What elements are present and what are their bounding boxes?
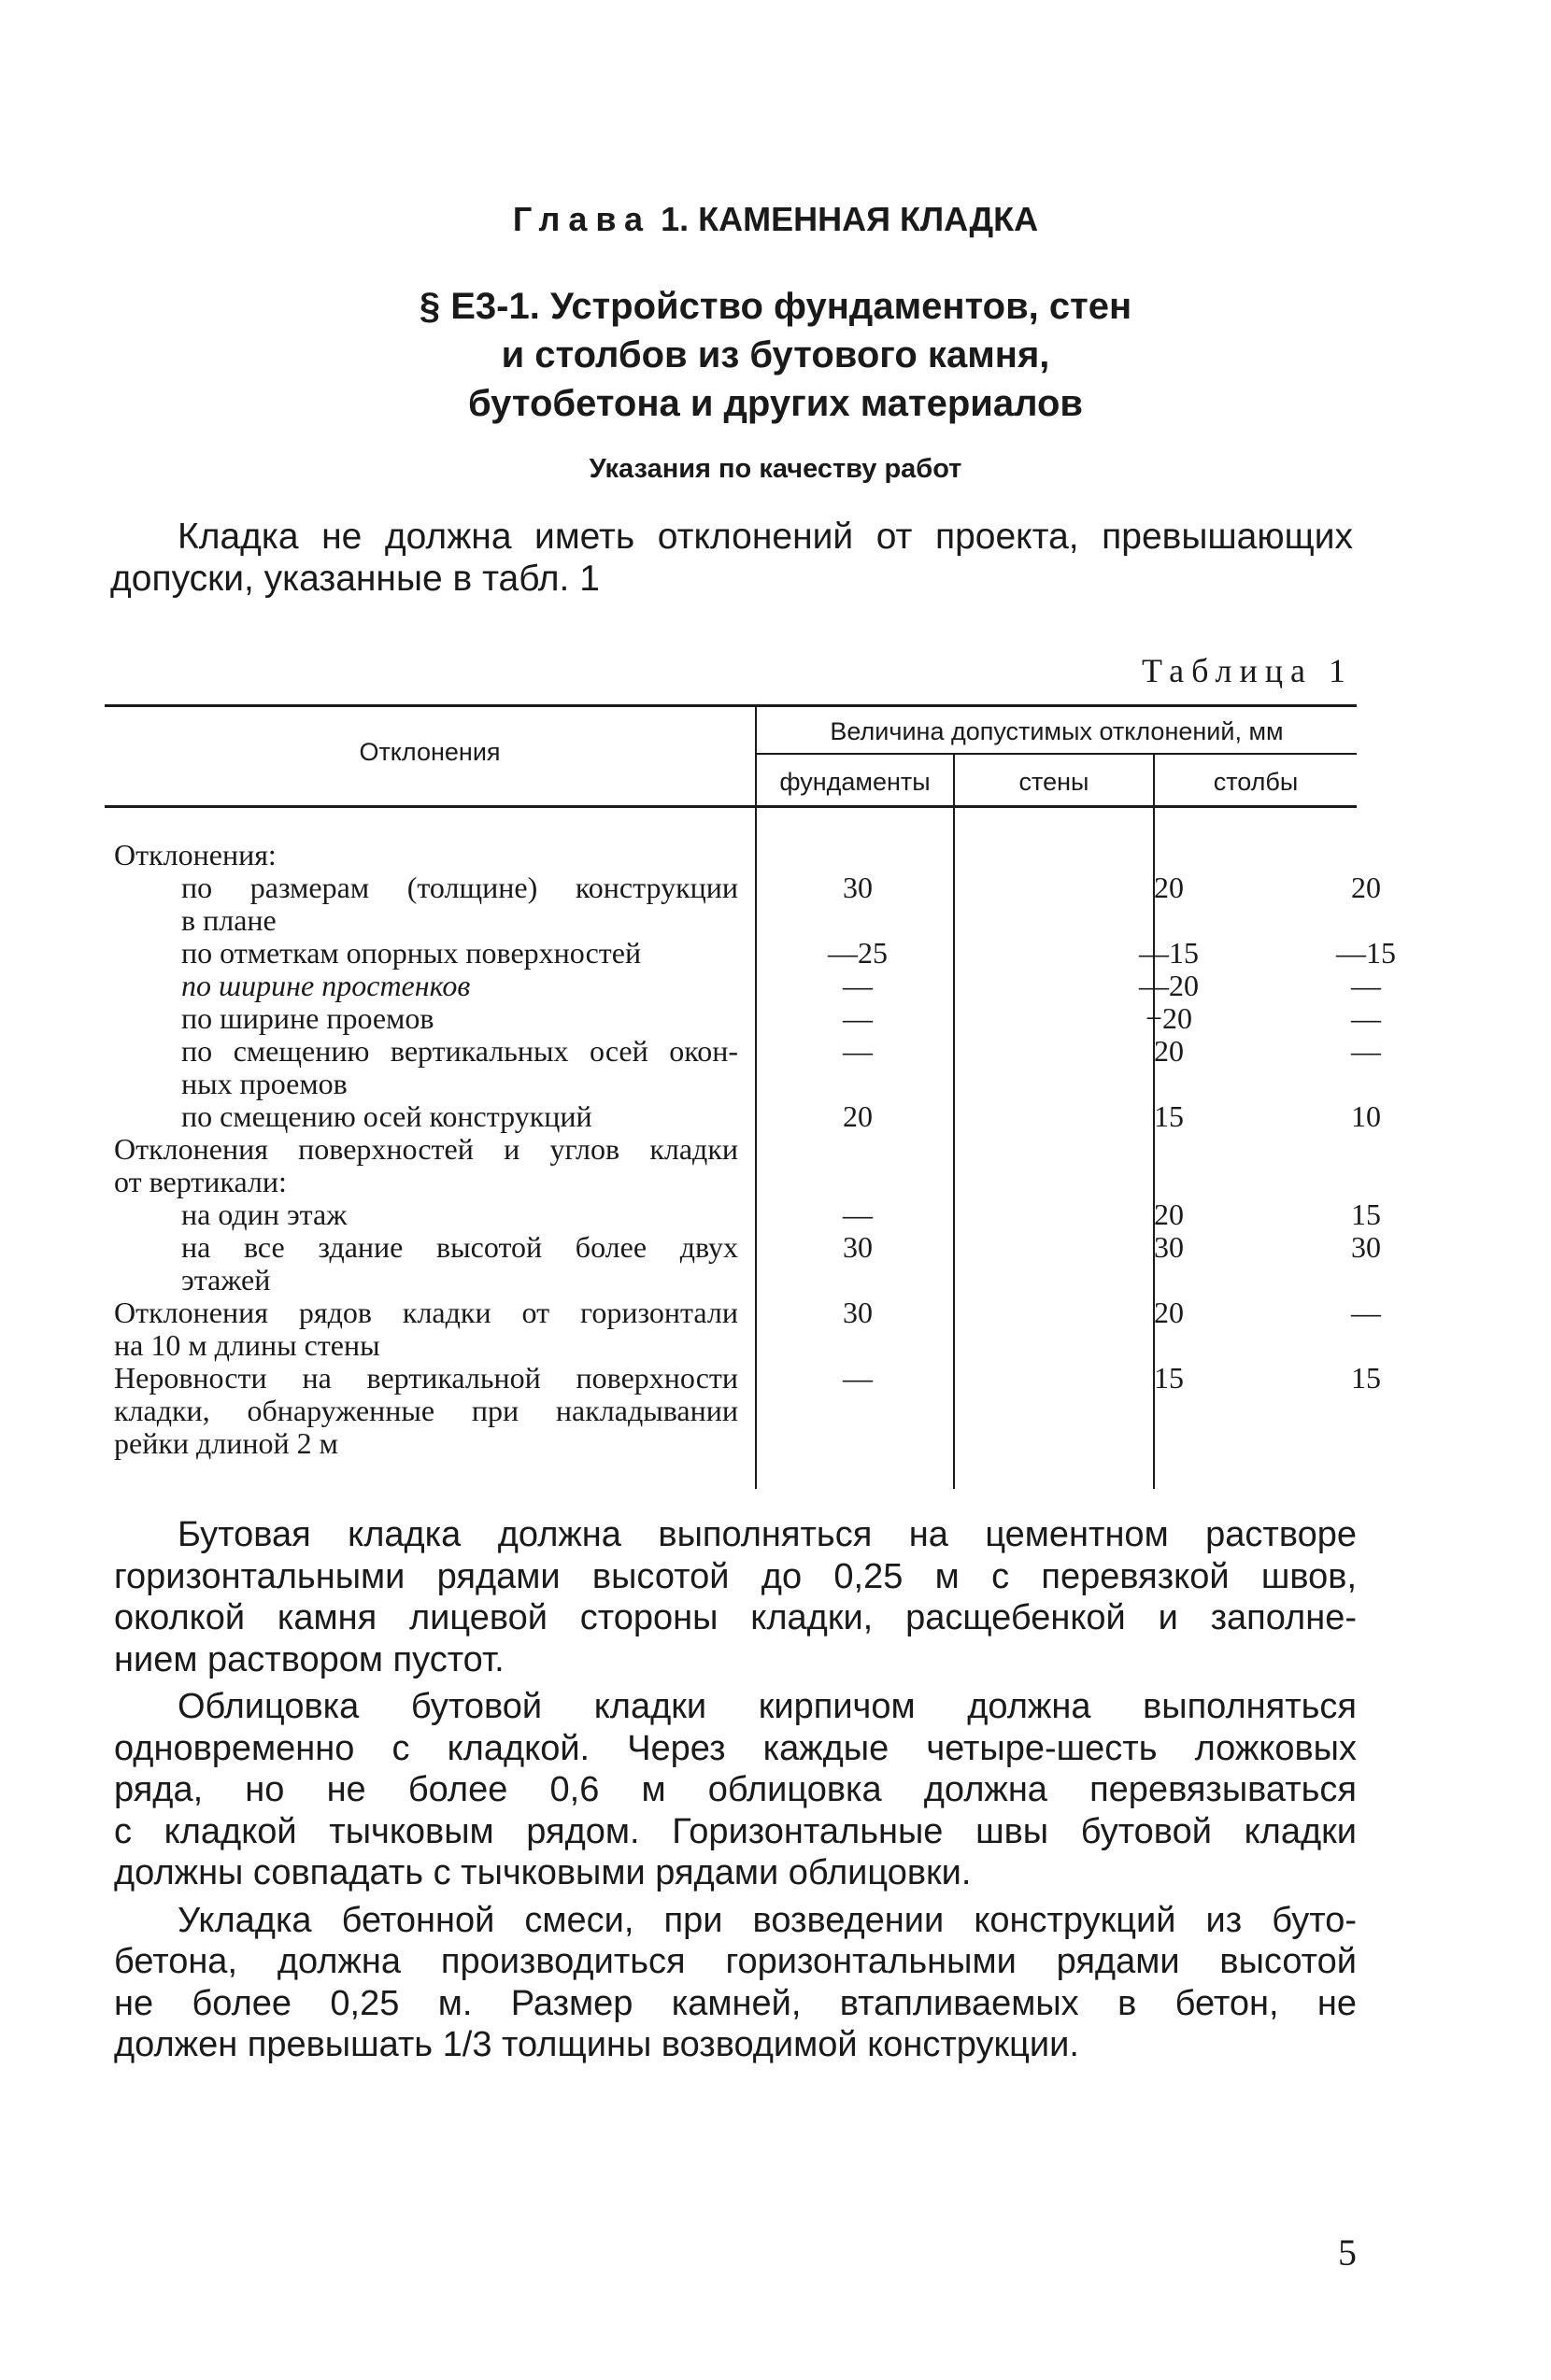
table-row [114, 839, 1357, 871]
table-header-foundations: фундаменты [779, 768, 931, 796]
value-foundations: 30 [843, 1230, 873, 1264]
row-label: рейки длиной 2 м [114, 1426, 338, 1460]
page-number: 5 [1338, 2231, 1357, 2274]
value-foundations: 30 [843, 871, 873, 904]
value-walls: 15 [1154, 1099, 1184, 1133]
value-walls: 20 [1154, 1034, 1184, 1068]
text-line: околкой камня лицевой стороны кладки, расщебенкой и заполне- [114, 1598, 1357, 1637]
table-group-rule [757, 753, 1357, 755]
row-label: по отметкам опорных поверхностей [181, 936, 642, 970]
value-walls: 20 [1154, 1296, 1184, 1329]
intro-paragraph [110, 516, 1353, 600]
table-row [114, 1001, 1381, 1035]
row-label: Неровности на вертикальной поверхности [114, 1361, 738, 1395]
value-foundations: —25 [828, 936, 888, 970]
value-pillars: — [1351, 1001, 1381, 1035]
section-title-line: и столбов из бутового камня, [501, 334, 1050, 375]
section-title-line: бутобетона и других материалов [467, 383, 1084, 424]
intro-line: Кладка не должна иметь отклонений от проекта, превышающих [178, 517, 1353, 557]
text-line: должны совпадать с тычковыми рядами облицовки. [114, 1853, 972, 1892]
row-label: Отклонения поверхностей и углов кладки [114, 1132, 738, 1166]
value-pillars: — [1351, 969, 1381, 1002]
row-label: по смещению осей конструкций [181, 1099, 592, 1133]
text-line: горизонтальными рядами высотой до 0,25 м с перевязкой швов, [114, 1556, 1357, 1596]
row-label: по ширине простенков [181, 969, 471, 1002]
chapter-heading [0, 200, 1551, 239]
section-title [0, 282, 1551, 428]
paragraph [114, 1686, 1357, 1894]
text-line: ряда, но не более 0,6 м облицовка должна перевязываться [114, 1770, 1357, 1809]
row-label: ных проемов [181, 1067, 348, 1100]
row-label: в плане [181, 903, 277, 937]
value-walls: —15 [1139, 936, 1199, 970]
value-walls: 20 [1154, 1197, 1184, 1231]
table-body [114, 838, 1396, 1460]
table-top-rule [105, 704, 1357, 707]
table-row [114, 1264, 1357, 1296]
value-walls: 30 [1154, 1230, 1184, 1264]
table-row [114, 1099, 1381, 1133]
value-pillars: — [1351, 1296, 1381, 1329]
value-foundations: — [843, 969, 873, 1002]
value-pillars: 10 [1351, 1099, 1381, 1133]
body-text [114, 1514, 1357, 2072]
value-pillars: 15 [1351, 1361, 1381, 1395]
value-walls: —20 [1139, 969, 1199, 1002]
intro-line: допуски, указанные в табл. 1 [110, 559, 600, 599]
row-label: по размерам (толщине) конструкции [181, 871, 738, 904]
value-foundations: 20 [843, 1099, 873, 1133]
table-row [114, 871, 1381, 904]
value-pillars: 15 [1351, 1197, 1381, 1231]
text-line: с кладкой тычковым рядом. Горизонтальные швы бутовой кладки [114, 1811, 1357, 1851]
table-row [114, 936, 1396, 970]
row-label: Отклонения: [114, 838, 277, 871]
table-header-walls: стены [1018, 768, 1089, 796]
row-label: от вертикали: [114, 1165, 287, 1198]
chapter-number: 1. [661, 200, 690, 238]
table-row [114, 1166, 1357, 1198]
text-line: не более 0,25 м. Размер камней, втапливаемых в бетон, не [114, 1983, 1357, 2023]
value-walls: 15 [1154, 1361, 1184, 1395]
text-line: Укладка бетонной смеси, при возведении конструкций из буто- [178, 1900, 1357, 1940]
table-row [114, 1133, 1357, 1166]
value-pillars: 30 [1351, 1230, 1381, 1264]
value-walls: 20 [1154, 871, 1184, 904]
value-walls: +20 [1145, 1001, 1193, 1035]
table-header-group: Величина допустимых отклонений, мм [830, 717, 1284, 745]
table-row [114, 1296, 1381, 1329]
row-label: на один этаж [181, 1197, 348, 1231]
value-foundations: — [843, 1197, 873, 1231]
paragraph [114, 1514, 1357, 1680]
row-label: по ширине проемов [181, 1001, 434, 1035]
table-row [114, 1427, 1357, 1460]
table-row [114, 1230, 1381, 1264]
text-line: должен превышать 1/3 толщины возводимой конструкции. [114, 2025, 1079, 2064]
row-label: Отклонения рядов кладки от горизонтали [114, 1296, 738, 1329]
text-line: одновременно с кладкой. Через каждые четыре-шесть ложковых [114, 1728, 1357, 1768]
section-title-line: § Е3-1. Устройство фундаментов, стен [419, 286, 1132, 327]
row-label: по смещению вертикальных осей окон- [181, 1034, 738, 1068]
table-row [114, 1068, 1357, 1100]
chapter-label: Глава [512, 200, 652, 238]
table-header-deviations: Отклонения [359, 738, 501, 766]
row-label: этажей [181, 1263, 271, 1296]
text-line: нием раствором пустот. [114, 1639, 505, 1679]
value-pillars: —15 [1336, 936, 1396, 970]
table-row [114, 1197, 1381, 1231]
subheading: Указания по качеству работ [589, 454, 962, 484]
value-foundations: — [843, 1001, 873, 1035]
text-line: Бутовая кладка должна выполняться на цементном растворе [178, 1515, 1357, 1554]
chapter-title: КАМЕННАЯ КЛАДКА [698, 200, 1039, 238]
value-foundations: — [843, 1361, 873, 1395]
table-header-rule [105, 805, 1357, 808]
value-foundations: 30 [843, 1296, 873, 1329]
table-caption: Таблица 1 [1142, 652, 1353, 689]
table-header-pillars: столбы [1213, 768, 1299, 796]
table-row [114, 1361, 1381, 1395]
row-label: на все здание высотой более двух [181, 1230, 738, 1264]
table-row [114, 1034, 1381, 1068]
text-line: Облицовка бутовой кладки кирпичом должна выполняться [178, 1687, 1357, 1726]
value-foundations: — [843, 1034, 873, 1068]
table-row [114, 969, 1381, 1002]
value-pillars: 20 [1351, 871, 1381, 904]
table-row [114, 1329, 1357, 1362]
paragraph [114, 1900, 1357, 2066]
row-label: на 10 м длины стены [114, 1328, 380, 1362]
table-row [114, 904, 1357, 937]
text-line: бетона, должна производиться горизонтальными рядами высотой [114, 1942, 1357, 1981]
row-label: кладки, обнаруженные при накладывании [114, 1394, 738, 1427]
table-row [114, 1395, 1357, 1427]
value-pillars: — [1351, 1034, 1381, 1068]
